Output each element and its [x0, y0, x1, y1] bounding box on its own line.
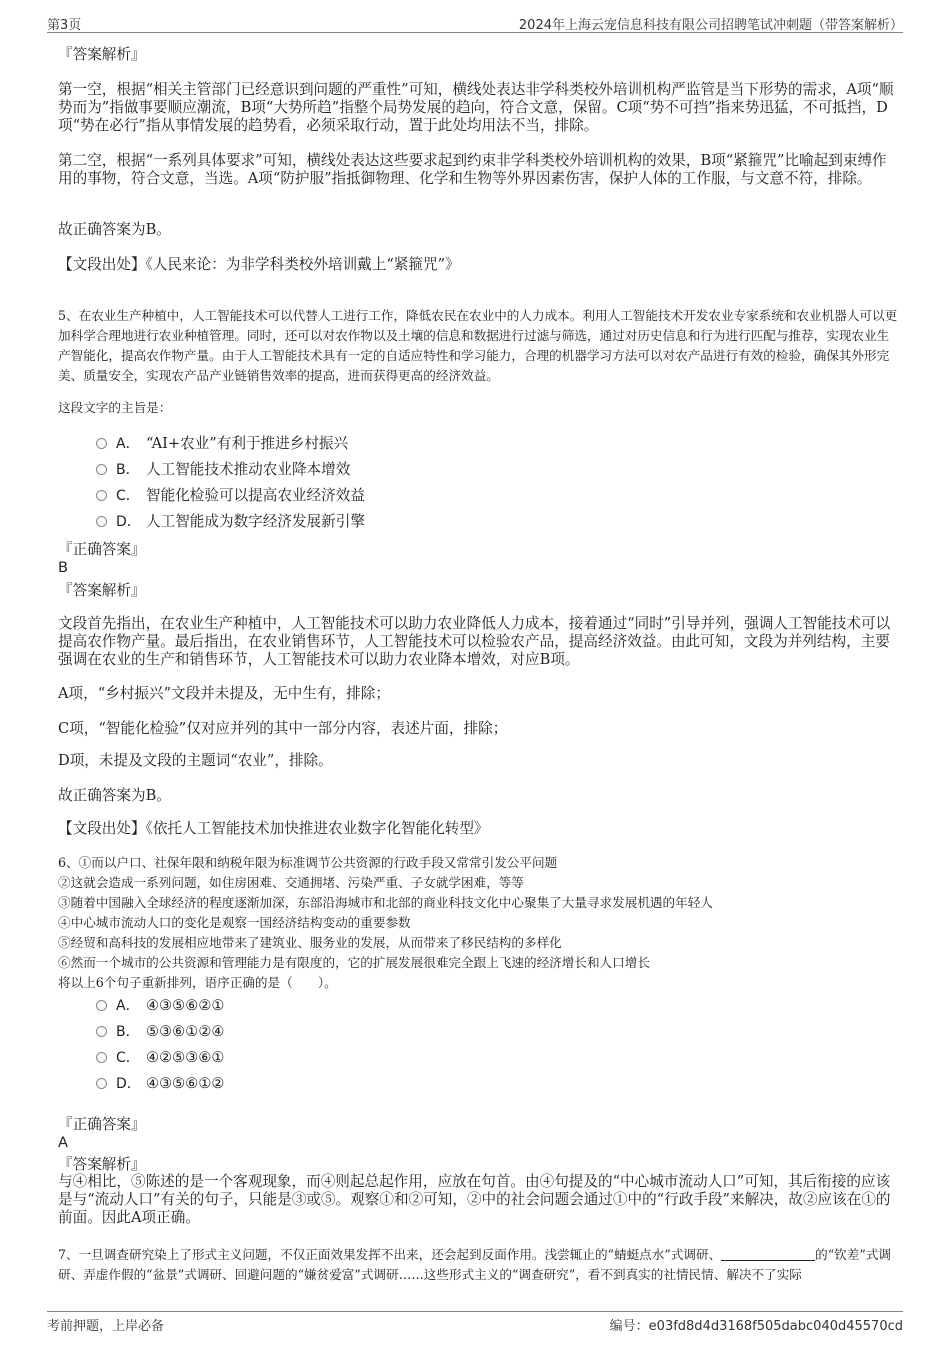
- q6-sentence-2: ②这就会造成一系列问题，如住房困难、交通拥堵、污染严重、子女就学困难，等等: [58, 875, 524, 890]
- radio-icon[interactable]: [96, 438, 107, 449]
- q6-option-c[interactable]: C． ④②⑤③⑥①: [96, 1048, 225, 1068]
- q6-sentence-3: ③随着中国融入全球经济的程度逐渐加深，东部沿海城市和北部的商业科技文化中心聚集了大量寻求发展机遇的年轻人: [58, 895, 713, 910]
- radio-icon[interactable]: [96, 1000, 107, 1011]
- radio-icon[interactable]: [96, 464, 107, 475]
- q5-option-d[interactable]: D． 人工智能成为数字经济发展新引擎: [96, 512, 365, 532]
- q6-sentence-1: 6、①而以户口、社保年限和纳税年限为标准调节公共资源的行政手段又常常引发公平问题: [58, 855, 558, 870]
- q6-question: 将以上6个句子重新排列，语序正确的是（ ）。: [58, 975, 337, 990]
- footer-slogan: 考前押题，上岸必备: [47, 1319, 165, 1334]
- q6-option-d[interactable]: D． ④③⑤⑥①②: [96, 1074, 225, 1094]
- q6-sentence-4: ④中心城市流动人口的变化是观察一国经济结构变动的重要参数: [58, 915, 411, 930]
- q5-answer-label: 『正确答案』: [58, 541, 146, 558]
- q4-conclusion: 故正确答案为B。: [58, 221, 171, 238]
- q5-analysis-d: D项，未提及文段的主题词“农业”，排除。: [58, 752, 333, 769]
- q6-analysis: 与④相比，⑤陈述的是一个客观现象，而④则起总起作用，应放在句首。由④句提及的“中心城市流动人口”可知，其后衔接的应该是与“流动人口”有关的句子，只能是③或⑤。观察①和②可知，②中的社会问题会通过①中的“行政手段”来解决，故②应该在①的前面。因此A项正确。: [58, 1173, 891, 1226]
- q6-sentence-6: ⑥然而一个城市的公共资源和管理能力是有限度的，它的扩展发展很难完全跟上飞速的经济增长和人口增长: [58, 955, 650, 970]
- q6-answer-label: 『正确答案』: [58, 1116, 146, 1133]
- q4-analysis-para2: 第二空，根据“一系列具体要求”可知，横线处表达这些要求起到约束非学科类校外培训机构的效果，B项“紧箍咒”比喻起到束缚作用的事物，符合文意，当选。A项“防护服”指抵御物理、化学和生物等外界因素伤害，保护人体的工作服，与文意不符，排除。: [58, 152, 887, 187]
- q5-analysis-c: C项，“智能化检验”仅对应并列的其中一部分内容，表述片面，排除；: [58, 720, 508, 737]
- radio-icon[interactable]: [96, 1026, 107, 1037]
- q5-source: 【文段出处】《依托人工智能技术加快推进农业数字化智能化转型》: [58, 820, 489, 837]
- document-title: 2024年上海云宠信息科技有限公司招聘笔试冲刺题（带答案解析）: [518, 18, 903, 33]
- radio-icon[interactable]: [96, 1052, 107, 1063]
- q6-option-a[interactable]: A． ④③⑤⑥②①: [96, 996, 225, 1016]
- q5-question: 这段文字的主旨是：: [58, 400, 172, 415]
- q5-analysis-para1: 文段首先指出，在农业生产种植中，人工智能技术可以助力农业降低人力成本，接着通过“同时”引导并列，强调人工智能技术可以提高农作物产量。最后指出，在农业销售环节，人工智能技术可以检验农产品，提高经济效益。由此可知，文段为并列结构，主要强调在农业的生产和销售环节，人工智能技术可以助力农业降本增效，对应B项。: [58, 615, 891, 668]
- q6-sentence-5: ⑤经贸和高科技的发展相应地带来了建筑业、服务业的发展，从而带来了移民结构的多样化: [58, 935, 562, 950]
- q5-option-c[interactable]: C． 智能化检验可以提高农业经济效益: [96, 486, 365, 506]
- fill-blank[interactable]: [721, 1248, 815, 1261]
- q5-option-a[interactable]: A． “AI+农业”有利于推进乡村振兴: [96, 434, 348, 454]
- page-number: 第3页: [47, 18, 82, 33]
- q7-stem: 7、一旦调查研究染上了形式主义问题，不仅正面效果发挥不出来，还会起到反面作用。浅尝辄止的“蜻蜓点水”式调研、 的“钦差”式调研、弄虚作假的“盆景”式调研、回避问题的“嫌贫爱富”式调研……这些形式主义的“调查研究”，看不到真实的社情民情、解决不了实际: [58, 1247, 892, 1282]
- q5-answer: B: [58, 559, 69, 576]
- q6-answer: A: [58, 1134, 68, 1151]
- q4-analysis-para1: 第一空，根据“相关主管部门已经意识到问题的严重性”可知，横线处表达非学科类校外培训机构严监管是当下形势的需求，A项“顺势而为”指做事要顺应潮流，B项“大势所趋”指整个局势发展的趋向，符合文意，保留。C项“势不可挡”指来势迅猛，不可抵挡，D项“势在必行”指从事情发展的趋势看，必须采取行动，置于此处均用法不当，排除。: [58, 81, 894, 134]
- radio-icon[interactable]: [96, 1078, 107, 1089]
- radio-icon[interactable]: [96, 516, 107, 527]
- q6-option-b[interactable]: B． ⑤③⑥①②④: [96, 1022, 225, 1042]
- q5-analysis-a: A项，“乡村振兴”文段并未提及，无中生有，排除；: [58, 685, 390, 702]
- radio-icon[interactable]: [96, 490, 107, 501]
- q4-analysis-label: 『答案解析』: [58, 46, 146, 63]
- q5-analysis-label: 『答案解析』: [58, 582, 146, 599]
- document-id: 编号：e03fd8d4d3168f505dabc040d45570cd: [609, 1319, 903, 1334]
- q5-stem: 5、在农业生产种植中，人工智能技术可以代替人工进行工作，降低农民在农业中的人力成本。利用人工智能技术开发农业专家系统和农业机器人可以更加科学合理地进行农业种植管理。同时，还可以对农作物以及土壤的信息和数据进行过滤与筛选，通过对历史信息和行为进行匹配与推荐，实现农业生产智能化，提高农作物产量。由于人工智能技术具有一定的自适应特性和学习能力，合理的机器学习方法可以对农产品进行有效的检验，确保其外形完美、质量安全，实现农产品产业链销售效率的提高，进而获得更高的经济效益。: [58, 308, 898, 383]
- page-footer: [47, 1311, 903, 1335]
- q5-option-b[interactable]: B． 人工智能技术推动农业降本增效: [96, 460, 350, 480]
- q5-conclusion: 故正确答案为B。: [58, 787, 171, 804]
- q6-analysis-label: 『答案解析』: [58, 1156, 146, 1173]
- q4-source: 【文段出处】《人民来论：为非学科类校外培训戴上“紧箍咒”》: [58, 256, 460, 273]
- page-header: [47, 14, 903, 33]
